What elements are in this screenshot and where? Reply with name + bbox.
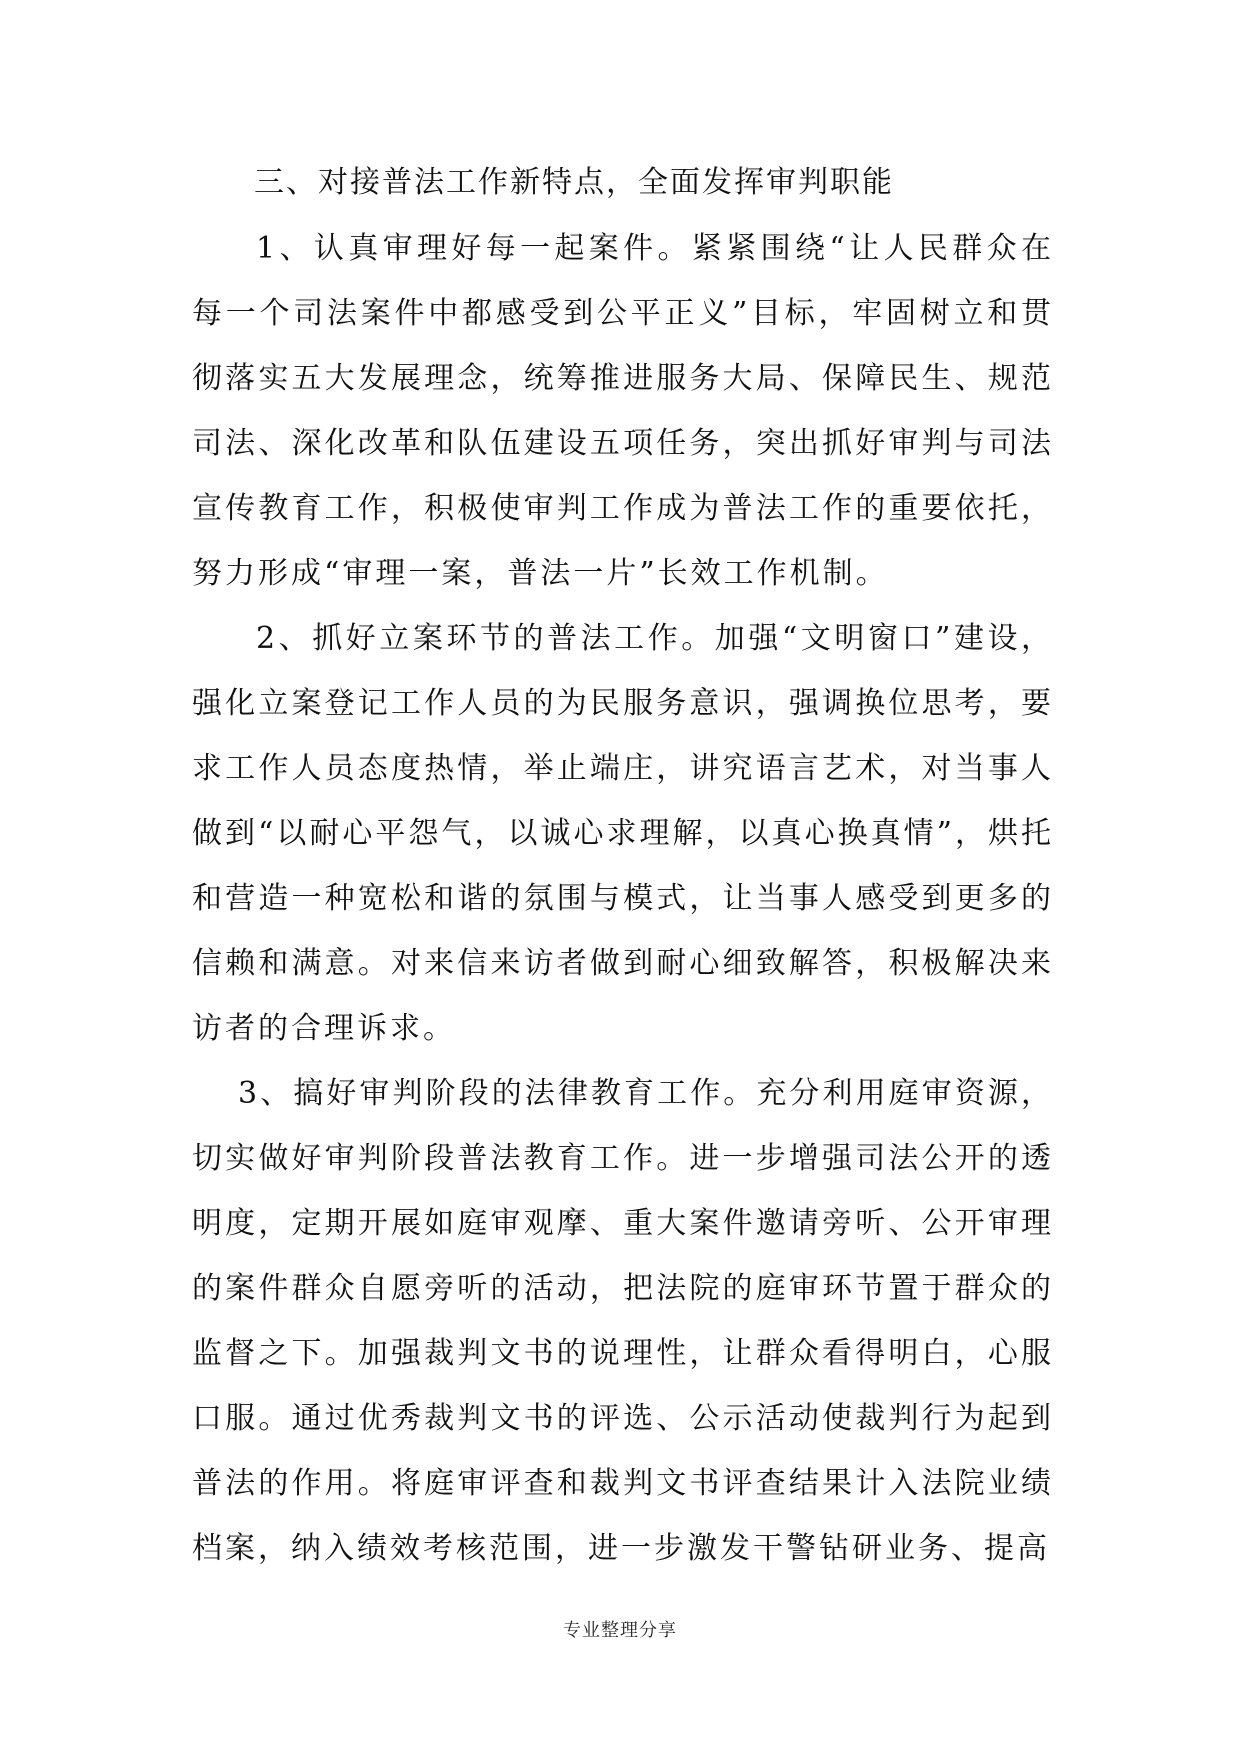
page-footer: 专业整理分享: [563, 1620, 677, 1641]
paragraph-1: 1、认真审理好每一起案件。紧紧围绕“让人民群众在每一个司法案件中都感受到公平正义”目标，牢固树立和贯彻落实五大发展理念，统筹推进服务大局、保障民生、规范司法、深化改革和队伍建设五项任务，突出抓好审判与司法宣传教育工作，积极使审判工作成为普法工作的重要依托，努力形成“审理一案，普法一片”长效工作机制。: [192, 231, 1054, 591]
section-heading: 三、对接普法工作新特点，全面发挥审判职能: [254, 165, 894, 200]
document-body: [192, 150, 1054, 1581]
paragraph-3: 3、搞好审判阶段的法律教育工作。充分利用庭审资源，切实做好审判阶段普法教育工作。进一步增强司法公开的透明度，定期开展如庭审观摩、重大案件邀请旁听、公开审理的案件群众自愿旁听的活动，把法院的庭审环节置于群众的监督之下。加强裁判文书的说理性，让群众看得明白，心服口服。通过优秀裁判文书的评选、公示活动使裁判行为起到普法的作用。将庭审评查和裁判文书评查结果计入法院业绩档案，纳入绩效考核范围，进一步激发干警钻研业务、提高: [192, 1076, 1054, 1566]
paragraph-2: 2、抓好立案环节的普法工作。加强“文明窗口”建设，强化立案登记工作人员的为民服务意识，强调换位思考，要求工作人员态度热情，举止端庄，讲究语言艺术，对当事人做到“以耐心平怨气，以诚心求理解，以真心换真情”，烘托和营造一种宽松和谐的氛围与模式，让当事人感受到更多的信赖和满意。对来信来访者做到耐心细致解答，积极解决来访者的合理诉求。: [192, 621, 1054, 1046]
